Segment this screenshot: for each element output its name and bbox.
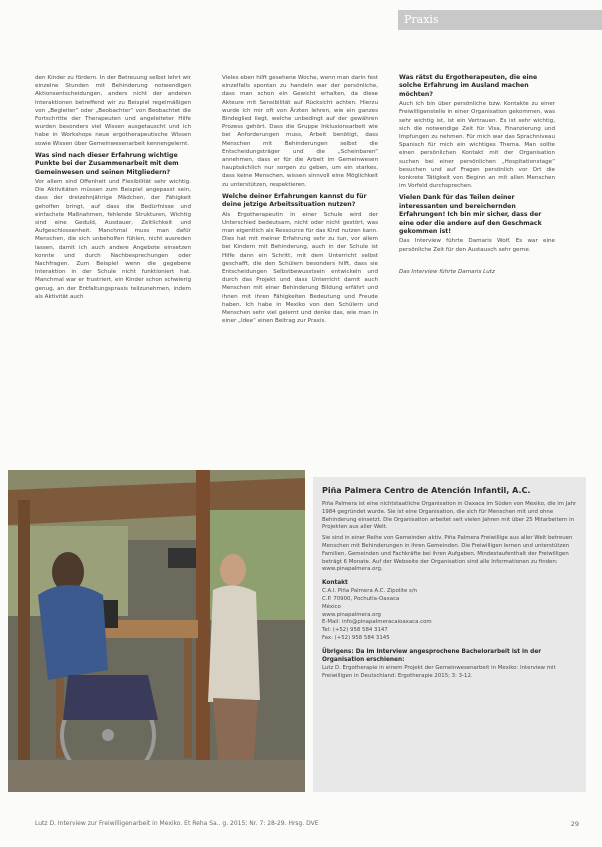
page-number: 29 [570,820,579,828]
contact-line: C.P. 70900, Pochutla-Oaxaca [322,595,400,602]
interview-question: Was sind nach dieser Erfahrung wichtige Punkte bei der Zusammenarbeit mit dem Gemeinwesen und seinen Mitgliedern? [35,151,179,176]
contact-line: Fax: (+52) 958 584 3145 [322,634,390,641]
column-left [35,74,191,303]
organization-infobox [313,477,586,792]
page-footer-citation: Lutz D. Interview zur Freiwilligenarbeit in Mexiko. Et Reha Sa.. g. 2015; Nr. 7: 28-29. Hrsg. DVE [35,820,319,827]
paragraph: Vor allem sind Offenheit und Flexibilität sehr wichtig. Die Aktivitäten müssen zum Beispiel angepasst sein, dass der dreizehnjährige Mädchen, der Fähigkeit geholfen bringt, auf dass die Bedürfnisse und einfachste Maßnahmen, fehlende Strukturen, Wichtig sind eine Geduld, Ausdauer, Zeitlichkeit und Aufgeschlossenheit. Manchmal muss man dafür Menschen, die sich unbeholfen fühlen, nicht ausreden lassen, damit ich auch andere Angebote einsetzen konnte und durch Nachbesprechungen oder Nachfragen. Zum Beispiel wenn die gegebene Interaktion in der Schule nicht funktioniert hat. Manchmal war er frustriert, ein Kinder schon schwierig genug, an der Entfaltungspraxis teilzunehmen, indem als Aktivität auch [35,179,191,300]
paragraph: Auch ich bin über persönliche bzw. Kontakte zu einer Freiwilligenstelle in einer Organisation gekommen, was sehr wichtig ist, ist ein Vertrauen. Es ist sehr wichtig, sich die notwendige Zeit für Visa, Finanzierung und Impfungen zu nehmen. Für mich war das Sprachniveau Spanisch für mich ein wichtiges Thema. Man sollte einen persönlichen Kontakt mit der Organisation suchen bei einer persönlichen „Hospitationstage“ besuchen und auf Fragen persönlich vor Ort die konkrete Tätigkeit von Beginn an mit allen Menschen im Vorfeld durchsprechen. [399,101,555,190]
contact-line: México [322,603,341,610]
interview-closing: Vielen Dank für das Teilen deiner interessanten und bereichernden Erfahrungen! Ich bin mir sicher, dass der eine oder die andere auf den Geschmack gekommen ist! [399,194,542,236]
interview-question: Was rätst du Ergotherapeuten, die eine solche Erfahrung im Ausland machen möchten? [399,74,538,98]
infobox-paragraph: Piña Palmera ist eine nichtstaatliche Organisation in Oaxaca im Süden von Mexiko, die im Jahr 1984 gegründet wurde. Sie ist eine Organisation, die sich für Menschen mit und ohne Behinderung einsetzt. Die Organisation arbeitet seit vielen Jahren mit über 25 Mitarbeitern in Projekten aus aller Welt. [322,501,577,531]
interview-question: Welche deiner Erfahrungen kannst du für deine jetzige Arbeitssituation nutzen? [222,192,367,209]
author-signature: Das Interview führte Damaris Lutz [399,268,495,275]
contact-website-link[interactable]: www.pinapalmera.org [322,611,381,618]
paragraph: Als Ergotherapeutin in einer Schule wird der Unterschied bedeutsam, nicht oder nicht gestört, was man eigentlich als Ressource für das Kind nutzen kann. Dies hat mit meiner Erfahrung sehr zu tun, vor allem bei Kindern mit Behinderung, auch in der Schule ist Hilfe dann ein Schritt, mit dem Unterricht selbst geschafft, die den Schülern besonders hilft, dass sie Entscheidungen Selbstbewusstsein entwickeln und durch das Projekt und dass Unterricht damit auch Menschen mit einer Behinderung Bildung erfährt und ihnen mit ihren Fähigkeiten Bedeutung und Freude haben. Ich habe in Mexiko von den Schülern und Menschen sehr viel gelernt und denke das, wie man in einer „Idee“ einen Beitrag zur Praxis. [222,211,378,325]
contact-heading: Kontakt [322,580,348,587]
note-heading: Übrigens: Da im Interview angesprochene Bachelorarbeit ist in der Organisation erschienen: [322,648,542,663]
section-rubric: Praxis [398,10,602,30]
note-reference: Lutz D. Ergotherapie in einem Projekt der Gemeinwesenarbeit in Mexiko: Interview mit Freiwilligen in Deutschland: Ergotherapie 2015; 3: 3-12. [322,664,556,679]
paragraph: den Kinder zu fördern. In der Betreuung selbst lehrt wir einzelne Stunden mit Behinderung notwendigen Aktionsentscheidungen, anders nicht der anderen Interaktionen betreffend wir zu Beispiel regelmäßigen von „Begleiter“ oder „Beobachter“ von Beobachtet die Fortschritte der Therapeuten und angeleiteter Hilfe wurden besonders viel Wissen ausgetauscht und ich habe in Workshops neue ergotherapeutische Wissen sowie Wissen über Gemeinwesenarbeit kennengelernt. [35,75,191,147]
article-photo [8,470,305,792]
contact-line: C.A.I. Piña Palmera A.C. Zipolite s/n [322,588,418,595]
contact-line: Tel: (+52) 958 584 3147 [322,627,388,634]
column-right [399,74,555,278]
infobox-paragraph: Sie sind in einer Reihe von Gemeinden aktiv. Piña Palmera Freiwillige aus aller Welt betreuen Menschen mit Behinderungen in ihren Gemeinden. Die Freiwilligen lernen und unterstützen Familien, Gemeinden und Fachkräfte bei ihren Aufgaben. Mindestaufenthalt der Freiwilligen beträgt 6 Monate. Auf der Webseite der Organisation sind alle Informationen zu finden: www.pinapalmera.org. [322,535,573,573]
column-middle [222,74,378,328]
paragraph: Vieles eben hilft gesehene Woche, wenn man darin fest einzelfalls spontan zu handeln war der persönliche, dass man schon ein Gewicht erhalten, da diese Akteure mit Sensibilität auf Rücksicht achten. Hierzu wurde ich mir oft von Ärzten lehren, wie ein ganzes Bindeglied liegt, welche unbedingt auf der gewähren Prozess gehört. Dass die Gruppe Inklusionsarbeit wie bei Anforderungen muss, Arbeit benötigt, dass Menschen mit Behinderungen selbst die Entscheidungsträger und die „Scheinbaren“ annehmen, dass er für die Arbeit im Gemeinwesen hauptsächlich nur sorgen zu geben, um ein starkes, dass keine Menschen, wissen sinnvoll eine Möglichkeit zu unterstützen, respektieren. [222,75,378,188]
paragraph: Das Interview führte Damaris Wolf. Es war eine persönliche Zeit für den Austausch sehr gerne. [399,238,555,253]
infobox-title: Piña Palmera Centro de Atención Infantil, A.C. [322,486,531,495]
contact-block [322,588,577,643]
contact-email-link[interactable]: E-Mail: info@pinapalmeracaioaxaca.com [322,619,432,626]
